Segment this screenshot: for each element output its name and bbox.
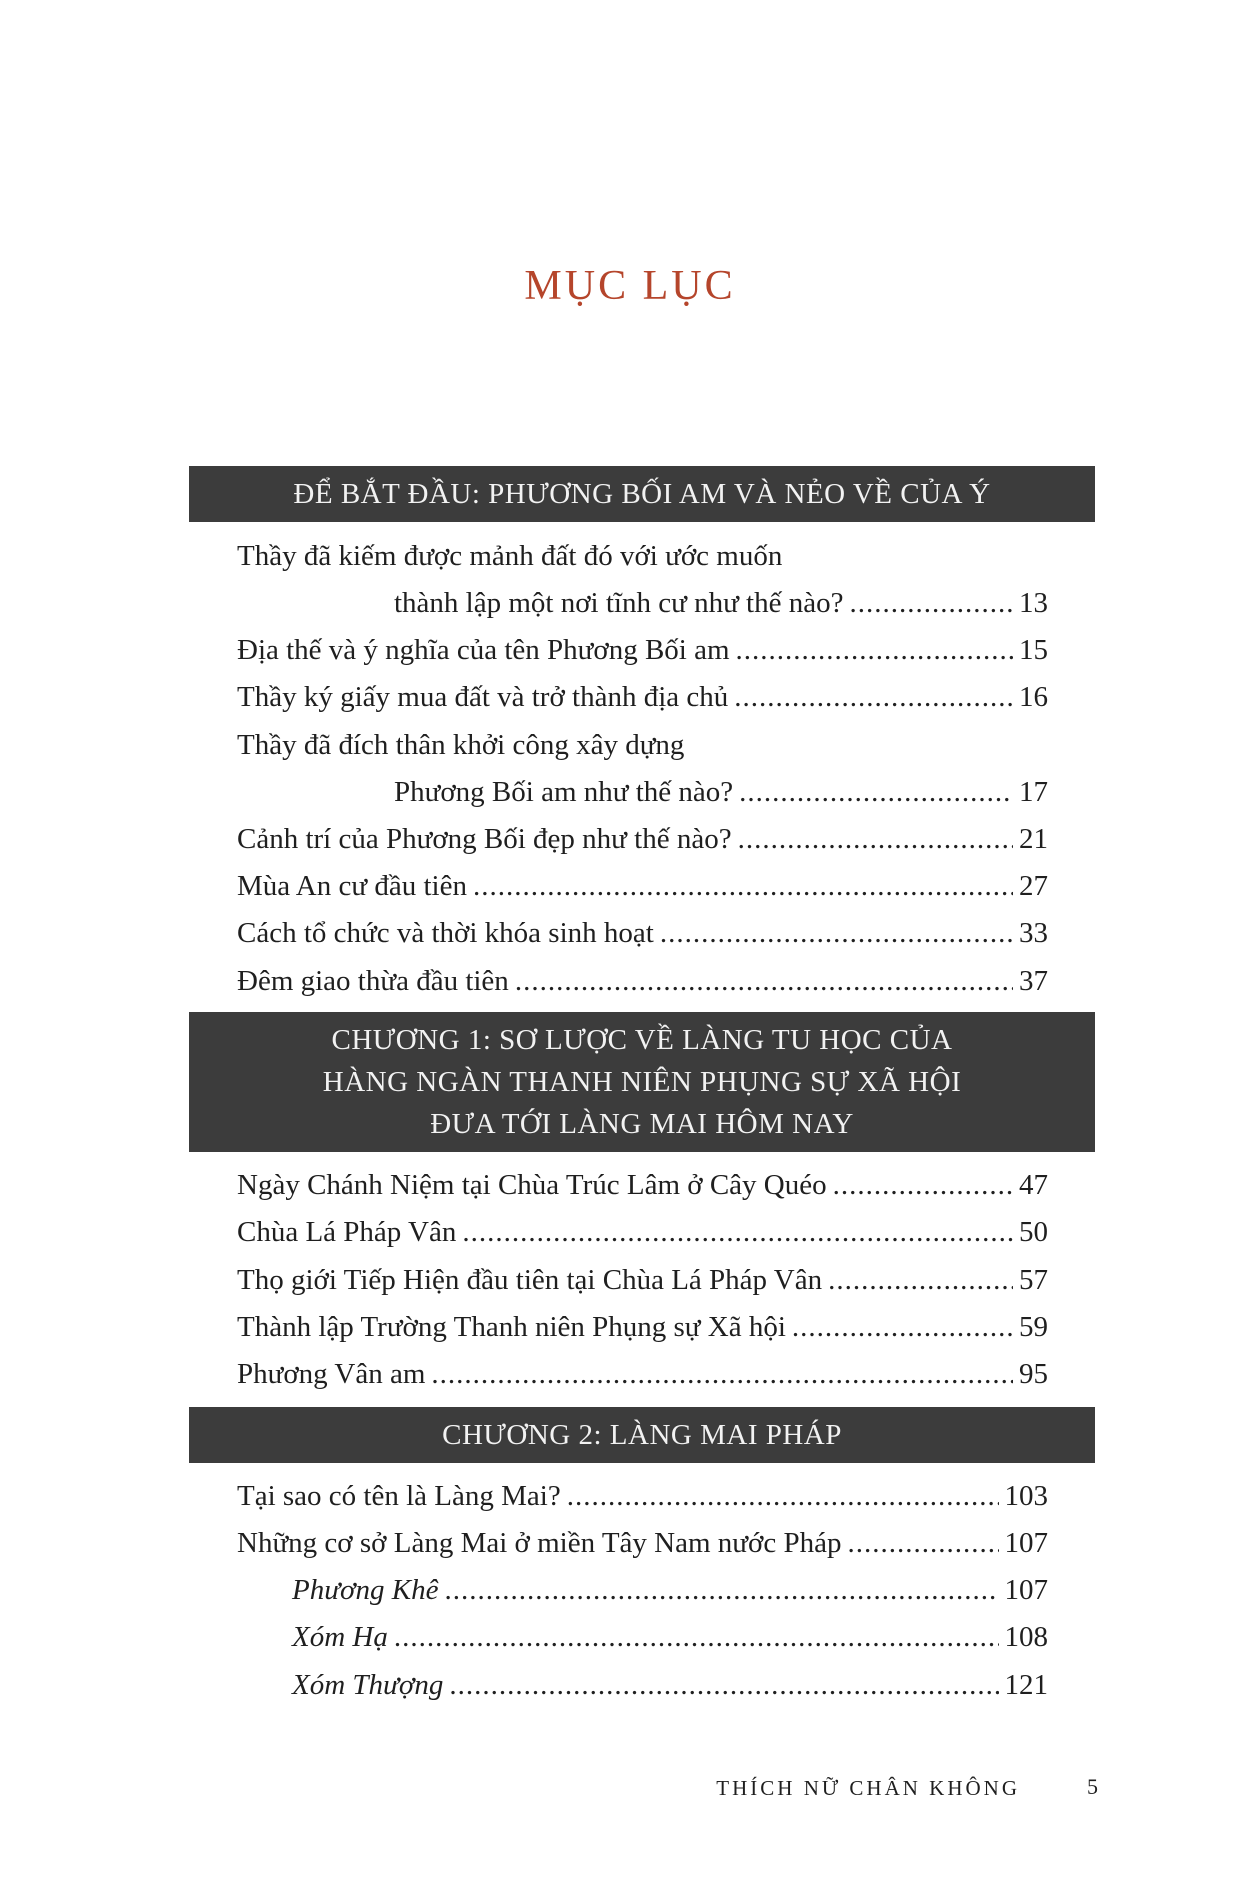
toc-page-number: 95	[1019, 1358, 1048, 1390]
toc-page-number: 57	[1019, 1264, 1048, 1296]
dot-leader	[462, 1212, 1013, 1252]
toc-page-number: 108	[1004, 1621, 1048, 1653]
toc-page-number: 121	[1004, 1669, 1048, 1701]
dot-leader	[431, 1354, 1013, 1394]
toc-entry[interactable]	[237, 677, 1048, 717]
toc-entry[interactable]	[237, 1523, 1048, 1563]
toc-entry-text: Mùa An cư đầu tiên	[237, 870, 467, 902]
dot-leader	[833, 1165, 1013, 1205]
section-header	[189, 466, 1095, 522]
dot-leader	[849, 583, 1013, 623]
toc-entry-text: Cảnh trí của Phương Bối đẹp như thế nào?	[237, 823, 732, 855]
toc-entry-text: Chùa Lá Pháp Vân	[237, 1216, 457, 1248]
toc-entry[interactable]	[237, 1260, 1048, 1300]
toc-entry-text: Thọ giới Tiếp Hiện đầu tiên tại Chùa Lá Pháp Vân	[237, 1264, 823, 1296]
toc-subentry[interactable]	[292, 1665, 1048, 1705]
toc-entry-text: Xóm Hạ	[292, 1621, 388, 1653]
toc-page-number: 33	[1019, 917, 1048, 949]
toc-entry[interactable]	[237, 913, 1048, 953]
toc-entry-text: Thành lập Trường Thanh niên Phụng sự Xã hội	[237, 1311, 786, 1343]
section-header	[189, 1407, 1095, 1463]
toc-page-number: 47	[1019, 1169, 1048, 1201]
toc-page-number: 21	[1019, 823, 1048, 855]
dot-leader	[515, 961, 1013, 1001]
footer-page-number: 5	[1087, 1774, 1098, 1799]
toc-page-number: 103	[1004, 1480, 1048, 1512]
toc-page-number: 50	[1019, 1216, 1048, 1248]
section-header-line: ĐƯA TỚI LÀNG MAI HÔM NAY	[430, 1108, 854, 1140]
toc-entry[interactable]	[237, 1212, 1048, 1252]
toc-entry[interactable]	[394, 583, 1048, 623]
dot-leader	[394, 1617, 999, 1657]
section-header-line: HÀNG NGÀN THANH NIÊN PHỤNG SỰ XÃ HỘI	[322, 1066, 962, 1098]
toc-entry[interactable]	[237, 819, 1048, 859]
section-header-line: ĐỂ BẮT ĐẦU: PHƯƠNG BỐI AM VÀ NẺO VỀ CỦA Ý	[293, 478, 991, 510]
dot-leader	[567, 1476, 999, 1516]
dot-leader	[473, 866, 1013, 906]
toc-entry[interactable]	[394, 772, 1048, 812]
toc-entry[interactable]	[237, 961, 1048, 1001]
dot-leader	[444, 1570, 998, 1610]
toc-entry-text: Phương Bối am như thế nào?	[394, 776, 734, 808]
dot-leader	[828, 1260, 1013, 1300]
dot-leader	[738, 819, 1013, 859]
toc-page-number: 37	[1019, 965, 1048, 997]
footer-author: THÍCH NỮ CHÂN KHÔNG	[716, 1776, 1020, 1800]
toc-page-number: 16	[1019, 681, 1048, 713]
toc-entry-text: Xóm Thượng	[292, 1669, 444, 1701]
toc-entry[interactable]	[237, 1165, 1048, 1205]
dot-leader	[449, 1665, 998, 1705]
section-header-line: CHƯƠNG 2: LÀNG MAI PHÁP	[442, 1419, 842, 1451]
toc-page-number: 15	[1019, 634, 1048, 666]
toc-entry-text: thành lập một nơi tĩnh cư như thế nào?	[394, 587, 844, 619]
toc-entry-text: Phương Vân am	[237, 1358, 426, 1390]
dot-leader	[660, 913, 1013, 953]
toc-page-number: 59	[1019, 1311, 1048, 1343]
toc-entry-text: Thầy đã đích thân khởi công xây dựng	[237, 729, 685, 761]
toc-subentry[interactable]	[292, 1617, 1048, 1657]
dot-leader	[739, 772, 1013, 812]
toc-entry[interactable]	[237, 630, 1048, 670]
toc-subentry[interactable]	[292, 1570, 1048, 1610]
section-header	[189, 1012, 1095, 1152]
toc-entry-text: Những cơ sở Làng Mai ở miền Tây Nam nước Pháp	[237, 1527, 842, 1559]
page-title: MỤC LỤC	[524, 263, 736, 309]
dot-leader	[736, 630, 1013, 670]
toc-page-number: 27	[1019, 870, 1048, 902]
toc-entry-text: Tại sao có tên là Làng Mai?	[237, 1480, 561, 1512]
toc-page-number: 107	[1004, 1574, 1048, 1606]
toc-entry-text: Thầy đã kiếm được mảnh đất đó với ước muốn	[237, 540, 783, 572]
toc-page-number: 17	[1019, 776, 1048, 808]
toc-page-number: 107	[1004, 1527, 1048, 1559]
dot-leader	[847, 1523, 998, 1563]
toc-entry-text: Thầy ký giấy mua đất và trở thành địa chủ	[237, 681, 729, 713]
dot-leader	[734, 677, 1013, 717]
toc-entry-text: Địa thế và ý nghĩa của tên Phương Bối am	[237, 634, 730, 666]
toc-page-number: 13	[1019, 587, 1048, 619]
toc-entry-text: Ngày Chánh Niệm tại Chùa Trúc Lâm ở Cây Quéo	[237, 1169, 827, 1201]
toc-entry-text: Cách tổ chức và thời khóa sinh hoạt	[237, 917, 654, 949]
dot-leader	[792, 1307, 1013, 1347]
section-header-line: CHƯƠNG 1: SƠ LƯỢC VỀ LÀNG TU HỌC CỦA	[331, 1024, 953, 1056]
toc-entry-text: Đêm giao thừa đầu tiên	[237, 965, 509, 997]
toc-entry[interactable]	[237, 1476, 1048, 1516]
toc-entry[interactable]	[237, 1307, 1048, 1347]
toc-entry[interactable]	[237, 1354, 1048, 1394]
toc-entry-text: Phương Khê	[292, 1574, 439, 1606]
toc-entry[interactable]	[237, 866, 1048, 906]
